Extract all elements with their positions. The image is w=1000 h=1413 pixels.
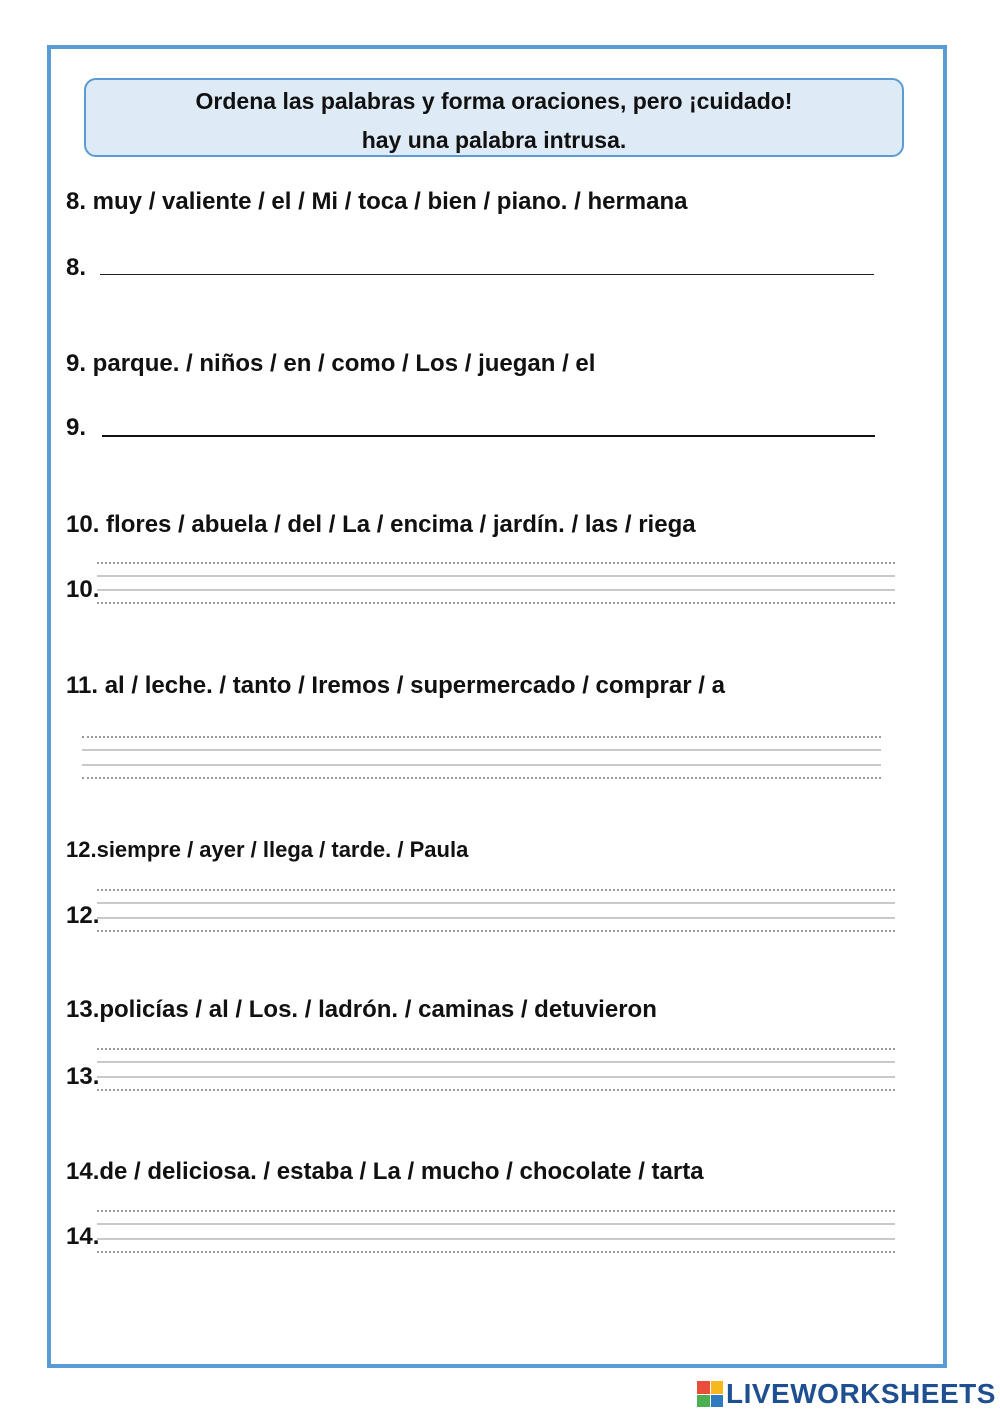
logo-square-2 xyxy=(711,1381,724,1394)
answer-12-label: 12. xyxy=(66,902,100,929)
question-8-prompt: 8. muy / valiente / el / Mi / toca / bien / piano. / hermana xyxy=(66,188,688,215)
question-13-prompt: 13.policías / al / Los. / ladrón. / caminas / detuvieron xyxy=(66,996,657,1023)
instructions-box xyxy=(84,78,904,157)
logo-mark-icon xyxy=(697,1381,723,1407)
logo-square-4 xyxy=(711,1395,724,1408)
answer-10-lines[interactable] xyxy=(97,562,895,604)
answer-14-lines[interactable] xyxy=(97,1210,895,1252)
answer-13-lines[interactable] xyxy=(97,1048,895,1090)
answer-13-label: 13. xyxy=(66,1063,100,1090)
logo-text: LIVEWORKSHEETS xyxy=(726,1378,996,1409)
answer-10-label: 10. xyxy=(66,576,100,603)
logo-square-3 xyxy=(697,1395,710,1408)
answer-12-lines[interactable] xyxy=(97,889,895,931)
answer-9-label: 9. xyxy=(66,414,87,441)
question-14-prompt: 14.de / deliciosa. / estaba / La / mucho / chocolate / tarta xyxy=(66,1158,704,1185)
question-11-prompt: 11. al / leche. / tanto / Iremos / supermercado / comprar / a xyxy=(66,672,725,699)
question-9-prompt: 9. parque. / niños / en / como / Los / juegan / el xyxy=(66,350,596,377)
answer-9-line[interactable] xyxy=(102,435,875,437)
answer-11-lines[interactable] xyxy=(82,736,881,778)
instructions-line-1: Ordena las palabras y forma oraciones, pero ¡cuidado! xyxy=(195,88,793,114)
answer-8-label: 8. xyxy=(66,254,87,281)
liveworksheets-logo[interactable] xyxy=(697,1376,996,1412)
logo-square-1 xyxy=(697,1381,710,1394)
question-10-prompt: 10. flores / abuela / del / La / encima / jardín. / las / riega xyxy=(66,511,696,538)
answer-8-line[interactable] xyxy=(100,274,874,275)
instructions-line-2: hay una palabra intrusa. xyxy=(361,127,627,153)
question-12-prompt: 12.siempre / ayer / llega / tarde. / Paula xyxy=(66,837,469,862)
answer-14-label: 14. xyxy=(66,1223,100,1250)
